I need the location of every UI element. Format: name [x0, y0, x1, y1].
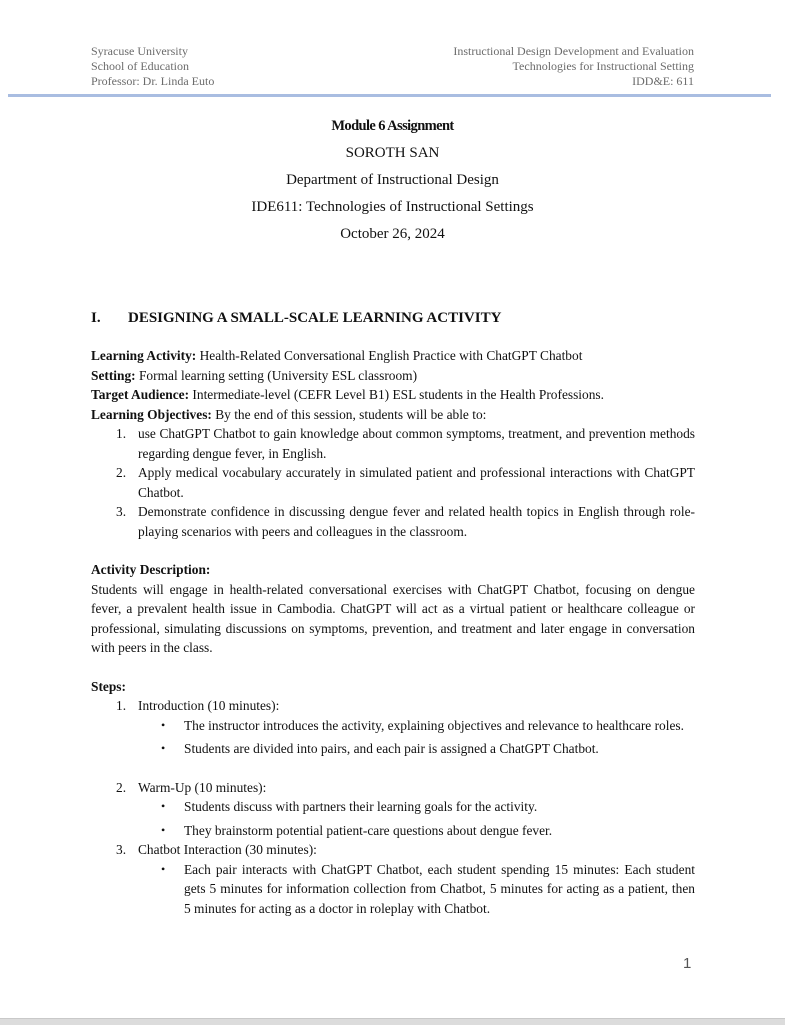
header-divider [8, 94, 771, 97]
section-heading [91, 308, 501, 328]
objective-text: Apply medical vocabulary accurately in simulated patient and professional interactions with ChatGPT Chatbot. [138, 465, 695, 500]
list-number: 2. [116, 779, 127, 795]
bullet-item [91, 821, 695, 841]
bullet-item [91, 860, 695, 919]
field-value: Health-Related Conversational English Practice with ChatGPT Chatbot [196, 348, 583, 363]
learning-objectives-field [91, 405, 695, 425]
field-label: Target Audience: [91, 387, 190, 402]
step-3-bullets [91, 860, 695, 919]
objective-text: use ChatGPT Chatbot to gain knowledge about common symptoms, treatment, and prevention methods regarding dengue fever, in English. [138, 426, 695, 461]
step-item [91, 778, 695, 798]
objective-item [91, 463, 695, 502]
steps-list [91, 840, 695, 860]
header-right [453, 44, 694, 89]
header-school: School of Education [91, 59, 189, 73]
objective-item [91, 424, 695, 463]
bullet-item [91, 739, 695, 759]
steps-list [91, 778, 695, 798]
document-date: October 26, 2024 [340, 226, 445, 242]
step-item [91, 840, 695, 860]
label-text: Steps: [91, 678, 126, 694]
activity-description-text: Students will engage in health-related conversational exercises with ChatGPT Chatbot, focusing on dengue fever, a prevalent health issue in Cambodia. ChatGPT will act as a virtual patient or healthcare colleague or professional, simulating discussions on symptoms, prevention, and treatment and later engage in conversation with peers in the class. [91, 581, 695, 655]
list-number: 3. [116, 842, 127, 857]
bullet-icon: • [161, 717, 166, 732]
bullet-item [91, 797, 695, 817]
list-number: 1. [116, 426, 127, 441]
step-title: Warm-Up (10 minutes): [138, 779, 267, 795]
header-program: Instructional Design Development and Evaluation [453, 44, 694, 58]
bullet-text: They brainstorm potential patient-care questions about dengue fever. [184, 822, 553, 838]
setting-field [91, 366, 695, 386]
course-title: IDE611: Technologies of Instructional Settings [251, 199, 534, 215]
bullet-text: Each pair interacts with ChatGPT Chatbot, each student spending 15 minutes: Each student gets 5 minutes for information collection from Chatbot, 5 minutes for acting as a patient, then 5 minutes for acting as a doctor in roleplay with Chatbot. [184, 861, 695, 916]
list-number: 2. [116, 465, 127, 480]
field-label: Learning Activity: [91, 348, 197, 363]
label-text: Activity Description: [91, 562, 211, 577]
field-value: Intermediate-level (CEFR Level B1) ESL students in the Health Professions. [189, 387, 604, 402]
step-1-bullets [91, 716, 695, 759]
section-title: DESIGNING A SMALL-SCALE LEARNING ACTIVITY [128, 310, 502, 326]
document-title: Module 6 Assignment [331, 118, 454, 134]
field-value: Formal learning setting (University ESL classroom) [135, 367, 418, 383]
bullet-icon: • [161, 799, 166, 813]
steps-list [91, 696, 695, 716]
header-university: Syracuse University [91, 44, 188, 58]
field-value: By the end of this session, students will be able to: [211, 406, 487, 422]
document-body [91, 346, 695, 918]
bullet-text: Students discuss with partners their learning goals for the activity. [184, 799, 538, 814]
bullet-icon: • [161, 822, 166, 837]
step-title: Chatbot Interaction (30 minutes): [138, 842, 317, 857]
header-left [91, 44, 214, 89]
objective-text: Demonstrate confidence in discussing dengue fever and related health topics in English through role-playing scenarios with peers and colleagues in the classroom. [138, 504, 695, 539]
section-number: I. [91, 310, 101, 326]
target-audience-field [91, 385, 695, 405]
learning-activity-field [91, 346, 695, 366]
field-label: Learning Objectives: [91, 406, 212, 422]
department: Department of Instructional Design [286, 172, 499, 188]
objectives-list [91, 424, 695, 541]
author-name: SOROTH SAN [345, 145, 440, 161]
list-number: 1. [116, 698, 127, 713]
bullet-text: Students are divided into pairs, and each pair is assigned a ChatGPT Chatbot. [184, 741, 599, 756]
header-course-code: IDD&E: 611 [632, 74, 694, 88]
header-course-name: Technologies for Instructional Setting [512, 59, 694, 73]
bullet-item [91, 716, 695, 736]
step-title: Introduction (10 minutes): [138, 698, 280, 713]
list-number: 3. [116, 504, 127, 519]
header-professor: Professor: Dr. Linda Euto [91, 74, 215, 88]
step-item [91, 696, 695, 716]
objective-item [91, 502, 695, 541]
title-block [0, 116, 785, 251]
step-2-bullets [91, 797, 695, 840]
bullet-icon: • [161, 741, 166, 755]
page-number: 1 [683, 955, 692, 972]
bullet-icon: • [161, 861, 166, 876]
bullet-text: The instructor introduces the activity, explaining objectives and relevance to healthcare roles. [184, 717, 684, 733]
activity-description-label [91, 560, 695, 580]
steps-label [91, 677, 695, 697]
field-label: Setting: [91, 367, 136, 383]
